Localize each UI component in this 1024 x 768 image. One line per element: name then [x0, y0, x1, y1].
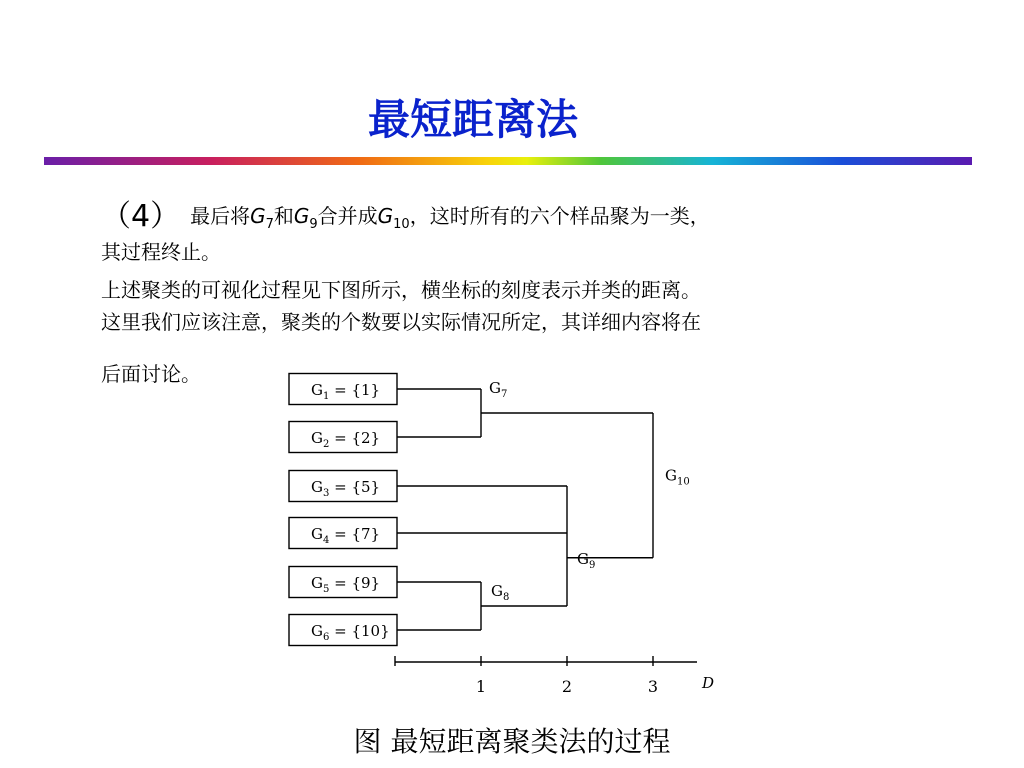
- p1-text-b: 合并成: [317, 204, 378, 228]
- paragraph-1-line-2: 其过程终止。: [101, 240, 221, 264]
- leaf-label: $G_5 = \{9\}$: [311, 574, 381, 595]
- p1-text-and: 和: [273, 204, 294, 228]
- leaf-node: [289, 518, 397, 549]
- leaf-label: $G_3 = \{5\}$: [311, 478, 381, 499]
- leaf-node: [289, 567, 397, 598]
- axis-label: D: [702, 674, 715, 692]
- leaf-label: $G_2 = \{2\}$: [311, 429, 381, 450]
- merge-label: $G_7$: [489, 379, 508, 400]
- leaf-node: [289, 422, 397, 453]
- leaf-node: [289, 471, 397, 502]
- leaf-label: $G_4 = \{7\}$: [311, 525, 381, 546]
- paragraph-2-line-2: 这里我们应该注意，聚类的个数要以实际情况所定，其详细内容将在: [101, 310, 701, 334]
- leaf-node: [289, 374, 397, 405]
- g7-subscript: 7: [265, 217, 274, 232]
- leaf-label: $G_6 = \{10\}$: [311, 622, 390, 643]
- axis-tick-label: 1: [475, 677, 487, 696]
- merge-label: $G_{10}$: [665, 466, 690, 488]
- g9-symbol: G: [293, 204, 310, 228]
- paragraph-2-line-1: 上述聚类的可视化过程见下图所示，横坐标的刻度表示并类的距离。: [101, 278, 701, 302]
- page-title: 最短距离法: [367, 95, 578, 144]
- p1-text-a: 最后将: [190, 204, 251, 228]
- figure-caption: 图 最短距离聚类法的过程: [353, 725, 671, 758]
- g9-subscript: 9: [309, 217, 318, 232]
- axis-tick-label: 2: [561, 677, 573, 696]
- leaf-label: $G_1 = \{1\}$: [311, 381, 381, 402]
- g7-symbol: G: [250, 204, 266, 228]
- p1-text-c: ，这时所有的六个样品聚为一类，: [409, 204, 710, 228]
- merge-label: $G_8$: [491, 582, 510, 603]
- merge-label: $G_9$: [577, 549, 596, 571]
- paragraph-2-line-3: 后面讨论。: [101, 362, 201, 386]
- g10-symbol: G: [377, 204, 394, 228]
- g10-subscript: 10: [393, 217, 410, 232]
- axis-tick-label: 3: [647, 677, 659, 696]
- step-number: （4）: [101, 199, 181, 234]
- leaf-node: [289, 615, 397, 646]
